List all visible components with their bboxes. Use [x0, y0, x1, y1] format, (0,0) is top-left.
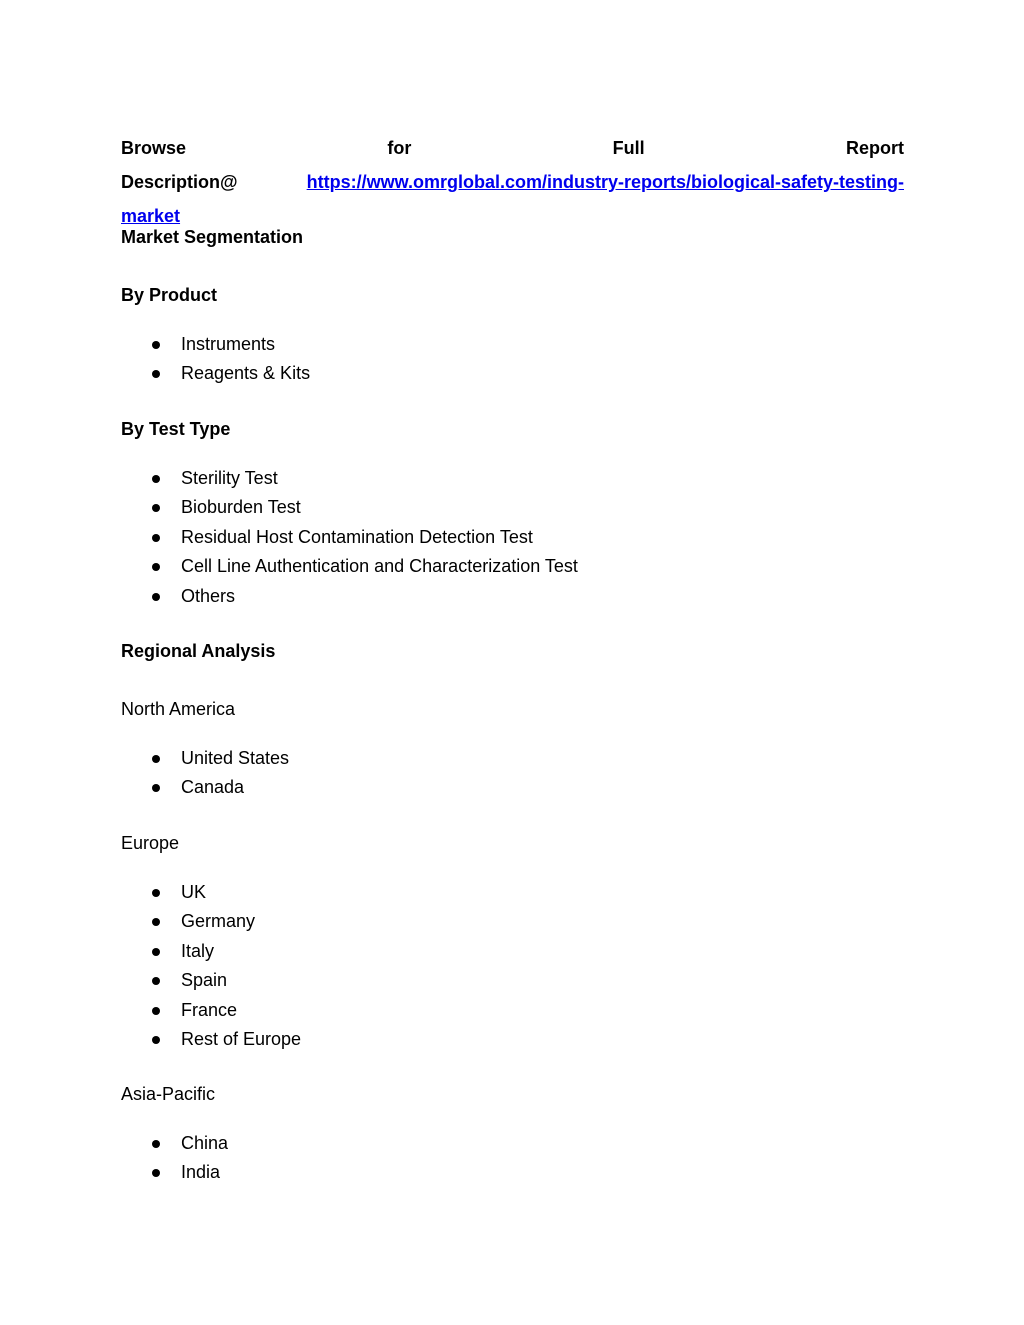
bullet-icon: [152, 593, 160, 601]
bullet-icon: [152, 475, 160, 483]
regional-analysis-heading: Regional Analysis: [121, 641, 276, 661]
list-item: Others: [121, 582, 578, 611]
bullet-icon: [152, 948, 160, 956]
list-item: Italy: [121, 937, 301, 966]
list-item: United States: [121, 744, 289, 773]
bullet-icon: [152, 1036, 160, 1044]
bullet-icon: [152, 918, 160, 926]
report-link[interactable]: https://www.omrglobal.com/industry-reports/biological-safety-testing-market: [121, 172, 904, 226]
north-america-subheading: North America: [121, 699, 236, 719]
list-item: Sterility Test: [121, 464, 578, 493]
bullet-icon: [152, 755, 160, 763]
list-item: Spain: [121, 966, 301, 995]
bullet-icon: [152, 1169, 160, 1177]
browse-lead-text: Browse for Full Report Description@: [121, 138, 904, 192]
list-item: France: [121, 996, 301, 1025]
bullet-icon: [152, 563, 160, 571]
list-item: UK: [121, 878, 301, 907]
list-item: Germany: [121, 907, 301, 936]
by-test-type-list: [121, 464, 578, 611]
europe-list: [121, 878, 301, 1054]
list-item: Canada: [121, 773, 289, 802]
bullet-icon: [152, 370, 160, 378]
list-item: Cell Line Authentication and Characterization Test: [121, 552, 578, 581]
by-product-list: [121, 330, 310, 389]
list-item: China: [121, 1129, 228, 1158]
list-item: India: [121, 1158, 228, 1187]
list-item: Bioburden Test: [121, 493, 578, 522]
bullet-icon: [152, 889, 160, 897]
bullet-icon: [152, 534, 160, 542]
bullet-icon: [152, 1007, 160, 1015]
list-item: Reagents & Kits: [121, 359, 310, 388]
europe-subheading: Europe: [121, 833, 180, 853]
list-item: Residual Host Contamination Detection Test: [121, 523, 578, 552]
bullet-icon: [152, 1140, 160, 1148]
list-item: Rest of Europe: [121, 1025, 301, 1054]
asia-pacific-list: [121, 1129, 228, 1188]
asia-pacific-subheading: Asia-Pacific: [121, 1084, 216, 1104]
bullet-icon: [152, 784, 160, 792]
bullet-icon: [152, 504, 160, 512]
document-page: [121, 0, 904, 1325]
by-test-type-heading: By Test Type: [121, 419, 231, 439]
bullet-icon: [152, 341, 160, 349]
bullet-icon: [152, 977, 160, 985]
browse-report-paragraph: [121, 131, 904, 233]
north-america-list: [121, 744, 289, 803]
by-product-heading: By Product: [121, 285, 218, 305]
market-segmentation-heading: Market Segmentation: [121, 227, 304, 247]
list-item: Instruments: [121, 330, 310, 359]
